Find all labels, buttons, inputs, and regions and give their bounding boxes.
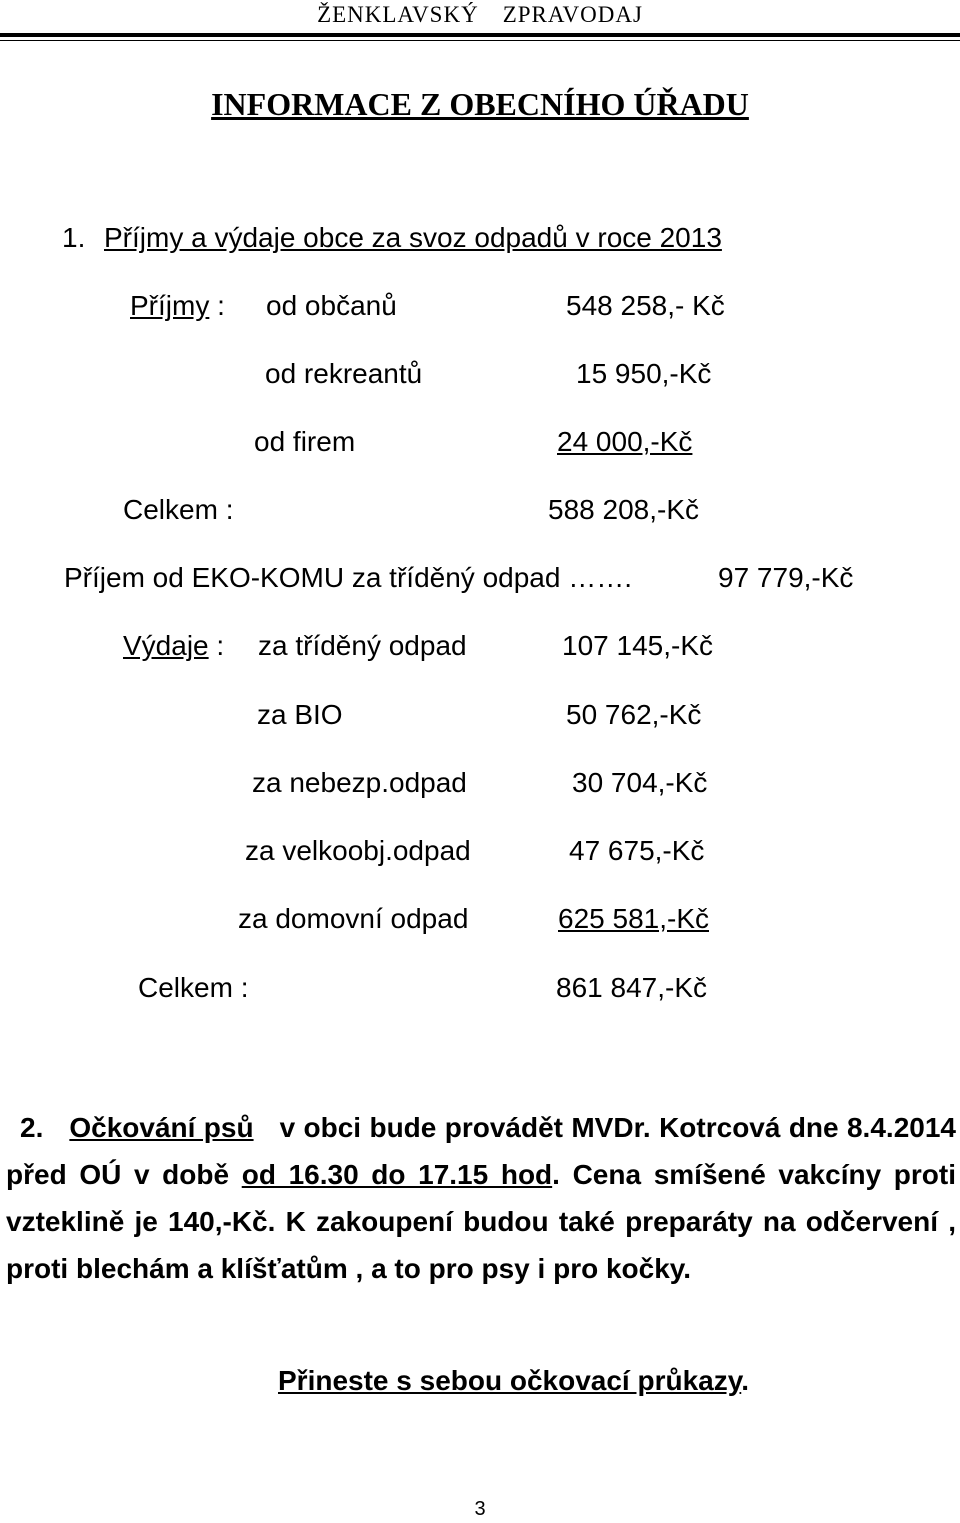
bring-note-text: Přineste s sebou očkovací průkazy [278, 1365, 742, 1396]
eko-kom-amount: 97 779,-Kč [718, 562, 854, 593]
section-1-number: 1. [62, 222, 86, 253]
expense-item-sorted: za tříděný odpad [258, 630, 467, 661]
income-source-firms: od firem [254, 426, 356, 457]
expense-item-household: za domovní odpad [238, 903, 469, 934]
page-title: INFORMACE Z OBECNÍHO ÚŘADU [211, 86, 749, 122]
expense-amount-bulky: 47 675,-Kč [569, 835, 705, 866]
expense-amount-sorted: 107 145,-Kč [562, 630, 713, 661]
income-label-wrap [130, 290, 225, 322]
expense-item-hazardous: za nebezp.odpad [252, 767, 467, 798]
expense-total-label: Celkem : [138, 972, 249, 1003]
section-2-paragraph [6, 1104, 956, 1292]
income-colon: : [217, 290, 225, 321]
section-1-heading: Příjmy a výdaje obce za svoz odpadů v roce 2013 [104, 222, 722, 253]
section-2-heading: Očkování psů [69, 1112, 254, 1143]
expense-label-wrap [123, 630, 224, 662]
income-source-recreants: od rekreantů [265, 358, 423, 389]
income-total-label: Celkem : [123, 494, 234, 525]
newsletter-header [0, 2, 960, 28]
income-total-amount: 588 208,-Kč [548, 494, 699, 525]
expense-colon: : [216, 630, 225, 661]
page-number: 3 [474, 1498, 486, 1520]
income-amount-citizens: 548 258,- Kč [566, 290, 725, 321]
bring-note-end: . [741, 1365, 750, 1396]
expense-item-bulky: za velkoobj.odpad [245, 835, 471, 866]
section-2-text-a: v obci bude provádět MVDr. Kotrcová dne 8.4.2014 před OÚ v době [6, 1112, 956, 1190]
section-2-text-b: . Cena smíšené vakcíny proti vzteklině je 140,-Kč. K zakoupení budou také preparáty na odčervení , proti blechám a klíšťatům , a to pro psy i pro kočky. [6, 1159, 956, 1284]
header-word-1: ŽENKLAVSKÝ [317, 2, 479, 27]
header-rule-thick [0, 33, 960, 37]
expense-total-amount: 861 847,-Kč [556, 972, 707, 1003]
eko-kom-label: Příjem od EKO-KOMU za tříděný odpad ……. [64, 562, 632, 593]
header-rule-thin [0, 40, 960, 41]
expense-amount-household: 625 581,-Kč [558, 903, 709, 934]
header-word-2: ZPRAVODAJ [502, 2, 643, 27]
expense-label: Výdaje [123, 630, 209, 661]
bring-note [278, 1365, 749, 1397]
income-amount-firms: 24 000,-Kč [557, 426, 693, 457]
income-source-citizens: od občanů [266, 290, 397, 321]
income-amount-recreants: 15 950,-Kč [576, 358, 712, 389]
income-label: Příjmy [130, 290, 210, 321]
section-2-time: od 16.30 do 17.15 hod [241, 1159, 553, 1190]
expense-item-bio: za BIO [257, 699, 343, 730]
section-2-number: 2. [20, 1112, 44, 1143]
expense-amount-hazardous: 30 704,-Kč [572, 767, 708, 798]
expense-amount-bio: 50 762,-Kč [566, 699, 702, 730]
